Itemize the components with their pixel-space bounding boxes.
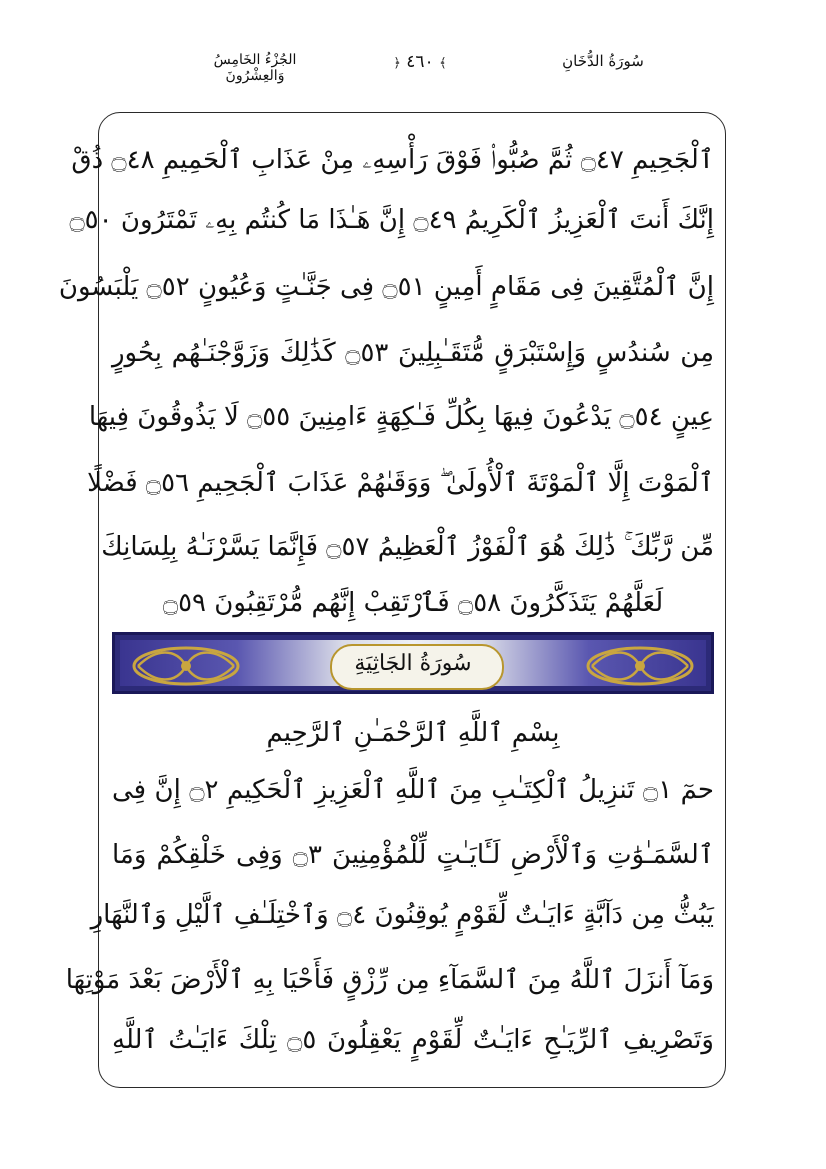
header-juz-name: الجُزْءُ الخَامِسُ وَالعِشْرُونَ bbox=[213, 52, 297, 84]
quran-line: ٱلْجَحِيمِ ۝٤٧ ثُمَّ صُبُّوا۟ فَوْقَ رَأْسِهِۦ مِنْ عَذَابِ ٱلْحَمِيمِ ۝٤٨ ذُقْ bbox=[71, 145, 714, 175]
quran-line: وَتَصْرِيفِ ٱلرِّيَـٰحِ ءَايَـٰتٌ لِّقَوْمٍ يَعْقِلُونَ ۝٥ تِلْكَ ءَايَـٰتُ ٱللَّهِ bbox=[112, 1025, 714, 1055]
page-number: ٤٦٠ bbox=[406, 52, 434, 72]
page-number-ornament-left: ﴿ bbox=[393, 56, 401, 71]
quran-line: يَبُثُّ مِن دَآبَّةٍ ءَايَـٰتٌ لِّقَوْمٍ يُوقِنُونَ ۝٤ وَٱخْتِلَـٰفِ ٱلَّيْلِ وَٱلنَّهَارِ bbox=[90, 900, 714, 930]
quran-line: حمٓ ۝١ تَنزِيلُ ٱلْكِتَـٰبِ مِنَ ٱللَّهِ ٱلْعَزِيزِ ٱلْحَكِيمِ ۝٢ إِنَّ فِى bbox=[112, 775, 715, 805]
banner-background bbox=[120, 640, 706, 686]
header-surah-name: سُورَةُ الدُّخَانِ bbox=[562, 52, 644, 70]
quran-line: لَعَلَّهُمْ يَتَذَكَّرُونَ ۝٥٨ فَٱرْتَقِبْ إِنَّهُم مُّرْتَقِبُونَ ۝٥٩ bbox=[162, 588, 664, 618]
page-header bbox=[0, 52, 826, 88]
basmala: بِسْمِ ٱللَّهِ ٱلرَّحْمَـٰنِ ٱلرَّحِيمِ bbox=[266, 718, 560, 748]
quran-line: إِنَّ ٱلْمُتَّقِينَ فِى مَقَامٍ أَمِينٍ ۝٥١ فِى جَنَّـٰتٍ وَعُيُونٍ ۝٥٢ يَلْبَسُونَ bbox=[58, 272, 714, 302]
quran-line: ٱلْمَوْتَ إِلَّا ٱلْمَوْتَةَ ٱلْأُولَىٰ ۖ وَوَقَىٰهُمْ عَذَابَ ٱلْجَحِيمِ ۝٥٦ فَضْلًا bbox=[87, 468, 714, 498]
quran-line: إِنَّكَ أَنتَ ٱلْعَزِيزُ ٱلْكَرِيمُ ۝٤٩ إِنَّ هَـٰذَا مَا كُنتُم بِهِۦ تَمْتَرُونَ ۝٥٠ bbox=[69, 205, 714, 235]
surah-title: سُورَةُ الجَاثِيَةِ bbox=[354, 650, 472, 676]
quran-line: ٱلسَّمَـٰوَٰتِ وَٱلْأَرْضِ لَـَٔايَـٰتٍ لِّلْمُؤْمِنِينَ ۝٣ وَفِى خَلْقِكُمْ وَمَا bbox=[112, 840, 714, 870]
quran-line: عِينٍ ۝٥٤ يَدْعُونَ فِيهَا بِكُلِّ فَـٰكِهَةٍ ءَامِنِينَ ۝٥٥ لَا يَذُوقُونَ فِيهَا bbox=[88, 402, 714, 432]
quran-line: مِن سُندُسٍ وَإِسْتَبْرَقٍ مُّتَقَـٰبِلِينَ ۝٥٣ كَذَٰلِكَ وَزَوَّجْنَـٰهُم بِحُورٍ bbox=[112, 338, 715, 368]
page-number-ornament-right: ﴾ bbox=[439, 56, 447, 71]
quran-line: وَمَآ أَنزَلَ ٱللَّهُ مِنَ ٱلسَّمَآءِ مِن رِّزْقٍ فَأَحْيَا بِهِ ٱلْأَرْضَ بَعْدَ مَوْتِهَا bbox=[65, 965, 714, 995]
surah-banner bbox=[112, 632, 714, 694]
header-page-number bbox=[385, 52, 455, 72]
quran-line: مِّن رَّبِّكَ ۚ ذَٰلِكَ هُوَ ٱلْفَوْزُ ٱلْعَظِيمُ ۝٥٧ فَإِنَّمَا يَسَّرْنَـٰهُ بِلِسَانِكَ bbox=[101, 532, 714, 562]
